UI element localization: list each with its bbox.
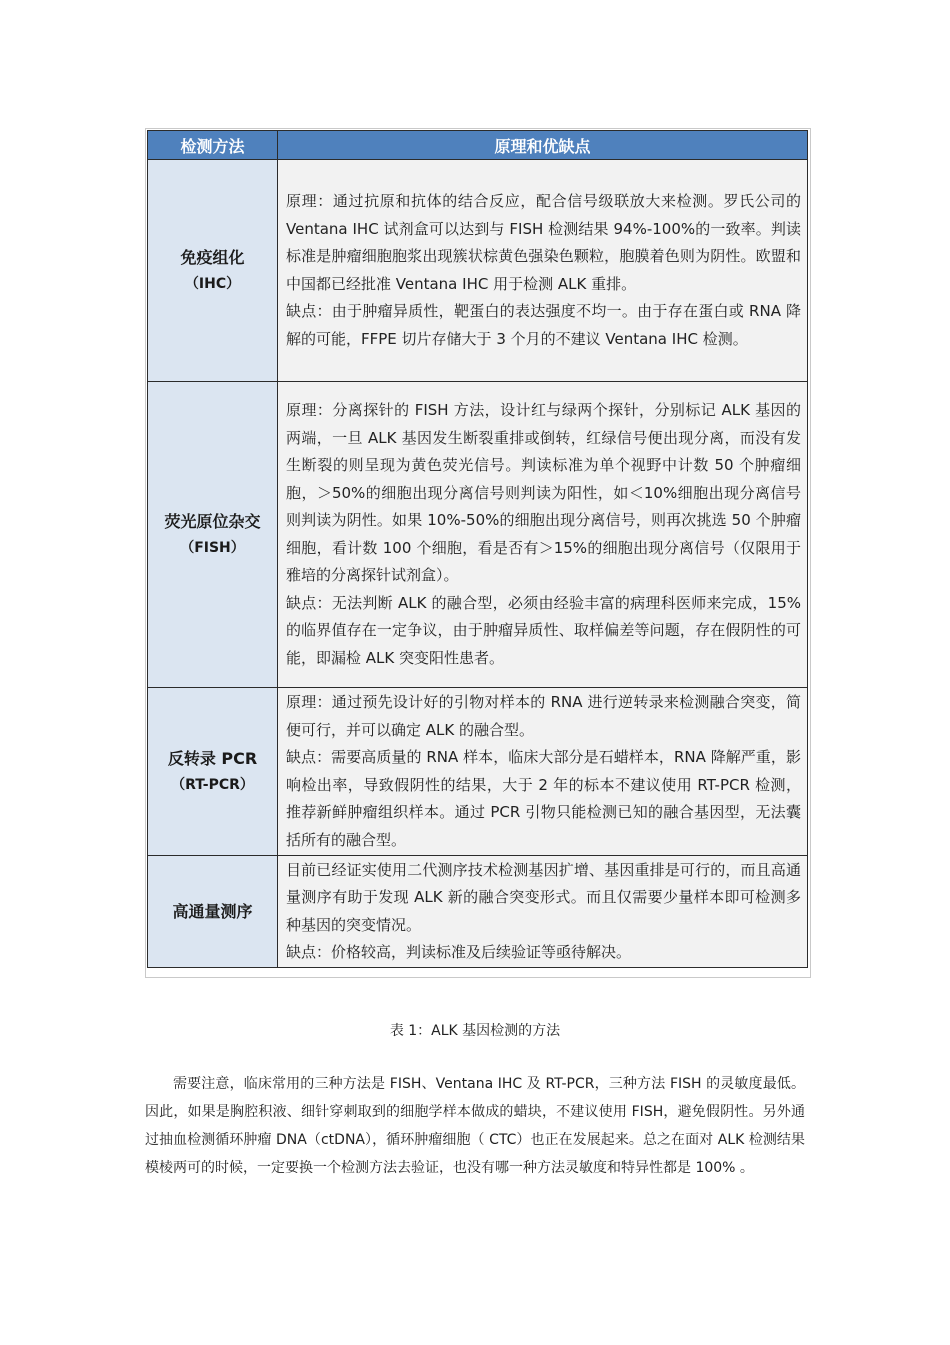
drawback-text: 缺点：价格较高，判读标准及后续验证等亟待解决。 bbox=[286, 943, 632, 961]
description-cell bbox=[278, 160, 808, 382]
method-name: 荧光原位杂交 bbox=[164, 511, 261, 531]
description-cell bbox=[278, 382, 808, 688]
drawback-text: 缺点：无法判断 ALK 的融合型，必须由经验丰富的病理科医师来完成，15%的临界值存在一定争议，由于肿瘤异质性、取样偏差等问题，存在假阴性的可能，即漏检 ALK 突变阳性患者。 bbox=[286, 593, 801, 667]
methods-table bbox=[147, 130, 808, 968]
table-row-rtpcr bbox=[148, 688, 808, 856]
method-cell bbox=[148, 856, 278, 968]
table-header-row bbox=[148, 131, 808, 160]
table-caption: 表 1：ALK 基因检测的方法 bbox=[389, 1023, 561, 1039]
table-row-ngs bbox=[148, 856, 808, 968]
method-abbr: （RT-PCR） bbox=[171, 776, 254, 793]
header-principle: 原理和优缺点 bbox=[278, 131, 808, 160]
method-cell bbox=[148, 160, 278, 382]
method-name: 免疫组化 bbox=[180, 247, 245, 267]
header-method: 检测方法 bbox=[148, 131, 278, 160]
principle-text: 原理：分离探针的 FISH 方法，设计红与绿两个探针，分别标记 ALK 基因的两端，一旦 ALK 基因发生断裂重排或倒转，红绿信号便出现分离，而没有发生断裂的则呈现为黄色荧光信号。判读标准为单个视野中计数 50 个肿瘤细胞，＞50%的细胞出现分离信号则判读为阳性，如＜10%细胞出现分离信号则判读为阴性。如果 10%-50%的细胞出现分离信号，则再次挑选 50 个肿瘤细胞，看计数 100 个细胞，看是否有＞15%的细胞出现分离信号（仅限用于雅培的分离探针试剂盒）。 bbox=[286, 401, 801, 584]
principle-text: 目前已经证实使用二代测序技术检测基因扩增、基因重排是可行的，而且高通量测序有助于发现 ALK 新的融合突变形式。而且仅需要少量样本即可检测多种基因的突变情况。 bbox=[286, 860, 801, 934]
drawback-text: 缺点：由于肿瘤异质性，靶蛋白的表达强度不均一。由于存在蛋白或 RNA 降解的可能，FFPE 切片存储大于 3 个月的不建议 Ventana IHC 检测。 bbox=[286, 302, 801, 348]
drawback-text: 缺点：需要高质量的 RNA 样本，临床大部分是石蜡样本，RNA 降解严重，影响检出率，导致假阴性的结果，大于 2 年的标本不建议使用 RT-PCR 检测，推荐新鲜肿瘤组织样本。通过 PCR 引物只能检测已知的融合基因型，无法囊括所有的融合型。 bbox=[286, 748, 801, 849]
method-cell bbox=[148, 688, 278, 856]
method-name: 反转录 PCR bbox=[167, 748, 258, 768]
table-row-fish bbox=[148, 382, 808, 688]
method-cell bbox=[148, 382, 278, 688]
description-cell bbox=[278, 688, 808, 856]
description-cell bbox=[278, 856, 808, 968]
method-abbr: （FISH） bbox=[180, 539, 245, 556]
table-row-ihc bbox=[148, 160, 808, 382]
principle-text: 原理：通过预先设计好的引物对样本的 RNA 进行逆转录来检测融合突变，简便可行，并可以确定 ALK 的融合型。 bbox=[286, 693, 801, 739]
method-abbr: （IHC） bbox=[184, 275, 241, 292]
principle-text: 原理：通过抗原和抗体的结合反应，配合信号级联放大来检测。罗氏公司的 Ventana IHC 试剂盒可以达到与 FISH 检测结果 94%-100%的一致率。判读标准是肿瘤细胞胞浆出现簇状棕黄色强染色颗粒，胞膜着色则为阴性。欧盟和中国都已经批准 Ventana IHC 用于检测 ALK 重排。 bbox=[286, 192, 801, 293]
body-paragraph: 需要注意，临床常用的三种方法是 FISH、Ventana IHC 及 RT-PCR，三种方法 FISH 的灵敏度最低。因此，如果是胸腔积液、细针穿刺取到的细胞学样本做成的蜡块，不建议使用 FISH，避免假阴性。另外通过抽血检测循环肿瘤 DNA（ctDNA），循环肿瘤细胞（ CTC）也正在发展起来。总之在面对 ALK 检测结果模棱两可的时候，一定要换一个检测方法去验证，也没有哪一种方法灵敏度和特异性都是 100% 。 bbox=[145, 1076, 805, 1176]
method-name: 高通量测序 bbox=[172, 902, 253, 921]
